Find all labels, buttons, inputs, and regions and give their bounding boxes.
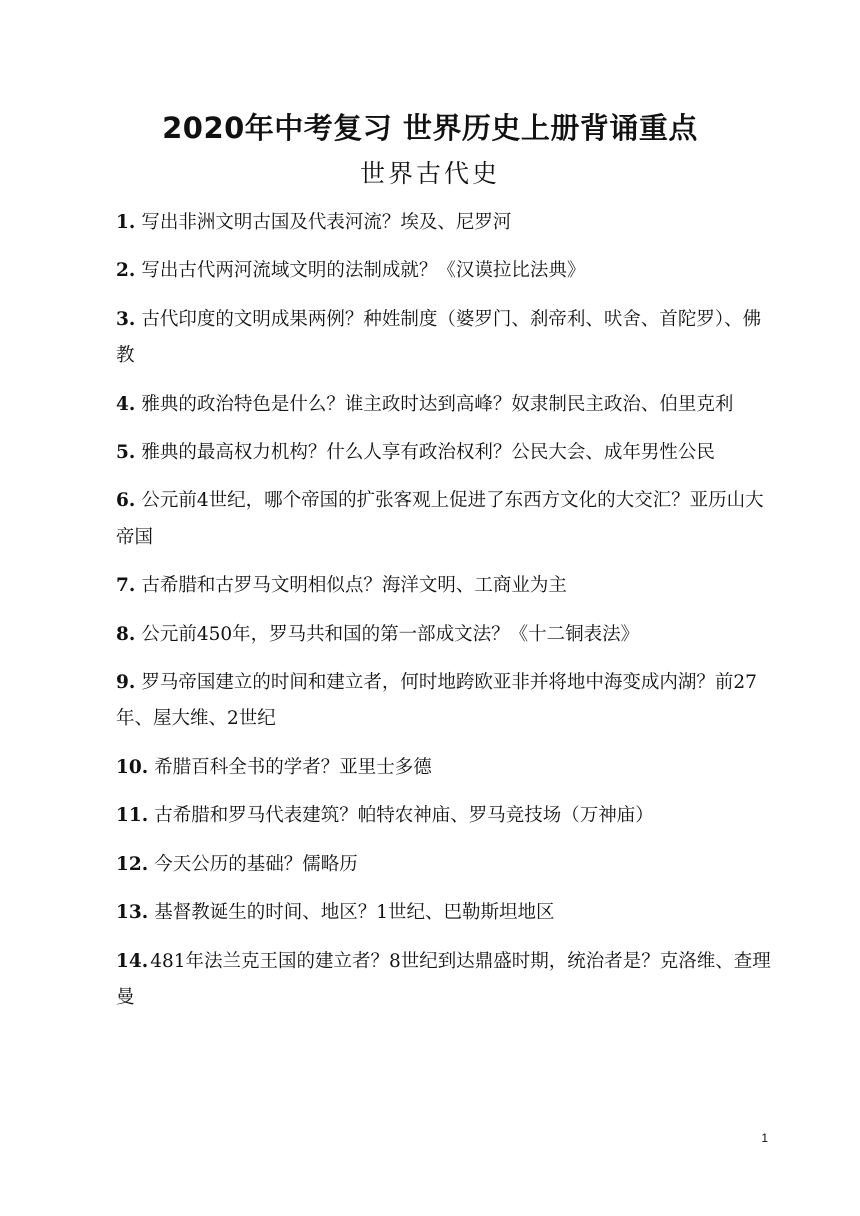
item-number: 2. [116,260,136,282]
list-item [116,750,776,786]
item-number: 10. [116,756,149,778]
list-item [116,568,776,604]
item-text: 今天公历的基础？儒略历 [154,853,358,875]
item-text: 公元前4世纪，哪个帝国的扩张客观上促进了东西方文化的大交汇？亚历山大帝国 [116,490,764,548]
item-text: 基督教诞生的时间、地区？1世纪、巴勒斯坦地区 [154,902,555,924]
page-number: 1 [761,1131,768,1145]
item-number: 6. [116,490,136,512]
item-text: 写出非洲文明古国及代表河流？埃及、尼罗河 [141,212,512,233]
item-number: 12. [116,853,149,875]
list-item [116,847,776,883]
page-title: 2020年中考复习 世界历史上册背诵重点 [162,111,698,145]
item-number: 3. [116,308,136,330]
item-number: 8. [116,623,136,645]
item-number: 1. [116,212,136,233]
item-text: 罗马帝国建立的时间和建立者，何时地跨欧亚非并将地中海变成内湖？前27年、屋大维、2世纪 [116,672,757,730]
item-text: 古代印度的文明成果两例？种姓制度（婆罗门、刹帝利、吠舍、首陀罗）、佛教 [116,308,762,367]
item-text: 雅典的最高权力机构？什么人享有政治权利？公民大会、成年男性公民 [141,442,715,464]
list-item [116,895,776,931]
list-item [116,435,776,471]
list-item [116,483,776,556]
item-text: 希腊百科全书的学者？亚里士多德 [154,756,432,778]
item-number: 5. [116,442,136,464]
list-item [116,302,776,375]
list-item [116,205,776,241]
item-text: 古希腊和古罗马文明相似点？海洋文明、工商业为主 [141,575,567,597]
list-item [116,253,776,289]
item-number: 4. [116,393,136,415]
question-list [116,205,776,1028]
list-item [116,387,776,423]
item-text: 481年法兰克王国的建立者？8世纪到达鼎盛时期，统治者是？克洛维、查理曼 [116,950,771,1008]
list-item [116,798,776,834]
list-item [116,665,776,738]
list-item [116,944,776,1017]
item-number: 9. [116,672,136,694]
item-text: 公元前450年，罗马共和国的第一部成文法？《十二铜表法》 [141,623,640,645]
list-item [116,617,776,653]
item-text: 古希腊和罗马代表建筑？帕特农神庙、罗马竞技场（万神庙） [154,805,654,827]
item-text: 雅典的政治特色是什么？谁主政时达到高峰？奴隶制民主政治、伯里克利 [141,393,734,415]
item-number: 11. [116,805,149,827]
section-heading: 世界古代史 [359,159,500,188]
item-number: 13. [116,902,149,924]
item-text: 写出古代两河流域文明的法制成就？《汉谟拉比法典》 [141,260,586,282]
item-number: 14. [116,950,149,972]
item-number: 7. [116,575,136,597]
